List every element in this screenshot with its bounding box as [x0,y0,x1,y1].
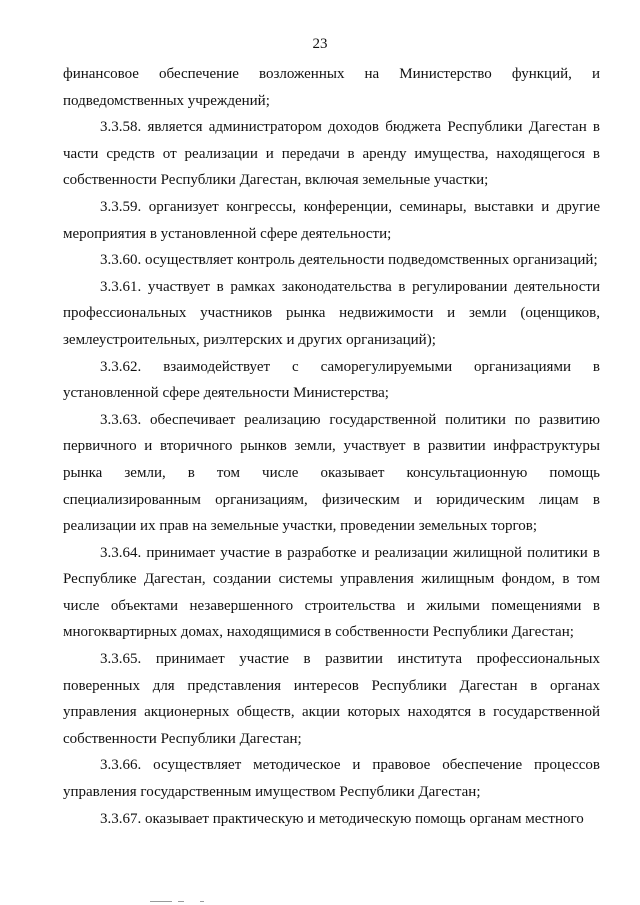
paragraph-3-3-59: 3.3.59. организует конгрессы, конференции, семинары, выставки и другие мероприятия в установленной сфере деятельности; [63,198,600,242]
paragraph-3-3-64: 3.3.64. принимает участие в разработке и реализации жилищной политики в Республике Дагестан, создании системы управления жилищным фондом, в том числе объектами незавершенного строительства и жилыми помещениями в многоквартирных домах, находящимися в собственности Республики Дагестан; [63,544,600,641]
paragraph-continuation: финансовое обеспечение возложенных на Министерство функций, и подведомственных учреждений; [63,66,600,109]
paragraph-3-3-62: 3.3.62. взаимодействует с саморегулируемыми организациями в установленной сфере деятельности Министерства; [63,358,600,402]
page-number: 23 [312,36,328,52]
document-body [63,61,600,832]
scan-speck [178,901,184,902]
paragraph-3-3-63: 3.3.63. обеспечивает реализацию государственной политики по развитию первичного и вторичного рынков земли, участвует в развитии инфраструктуры рынка земли, в том числе оказывает консультационную помощь специализированным организациям, физическим и юридическим лицам в реализации их прав на земельные участки, проведении земельных торгов; [63,411,600,535]
scan-speck [150,901,172,902]
paragraph-3-3-61: 3.3.61. участвует в рамках законодательства в регулировании деятельности профессиональных участников рынка недвижимости и земли (оценщиков, землеустроительных, риэлтерских и других организаций); [63,278,600,348]
paragraph-3-3-67: 3.3.67. оказывает практическую и методическую помощь органам местного [100,810,584,827]
scan-artifacts [0,885,640,905]
paragraph-3-3-66: 3.3.66. осуществляет методическое и правовое обеспечение процессов управления государственным имуществом Республики Дагестан; [63,757,600,801]
paragraph-3-3-60: 3.3.60. осуществляет контроль деятельности подведомственных организаций; [100,252,598,269]
paragraph-3-3-58: 3.3.58. является администратором доходов бюджета Республики Дагестан в части средств от реализации и передачи в аренду имущества, находящегося в собственности Республики Дагестан, включая земельные участки; [63,119,600,189]
paragraph-3-3-65: 3.3.65. принимает участие в развитии института профессиональных поверенных для представления интересов Республики Дагестан в органах управления акционерных обществ, акции которых находятся в государственной собственности Республики Дагестан; [63,651,600,747]
scan-speck [200,901,204,902]
